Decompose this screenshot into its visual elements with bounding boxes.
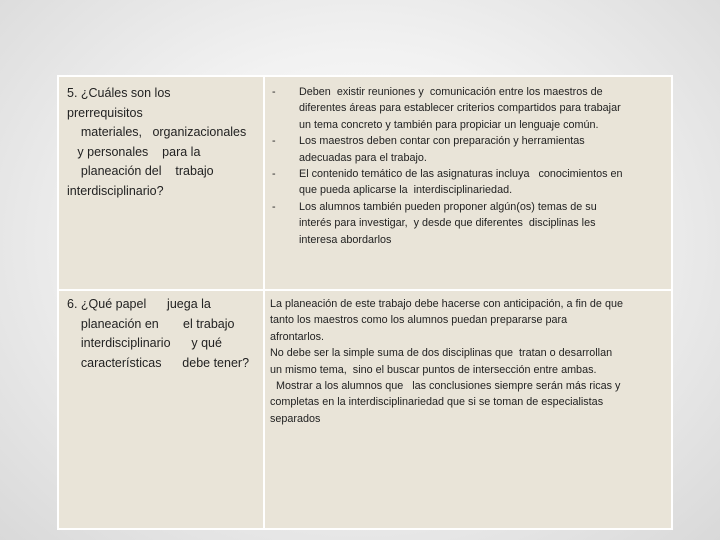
- answer-5-item: [272, 133, 667, 166]
- question-6-line: características debe tener?: [67, 355, 250, 370]
- question-6: [67, 295, 259, 373]
- answer-line: Mostrar a los alumnos que las conclusiones siempre serán más ricas y: [270, 380, 621, 393]
- question-5-line: y personales para la: [67, 144, 201, 159]
- answer-line: completas en la interdisciplinariedad que si se toman de especialistas: [270, 396, 604, 409]
- question-5-line: planeación del trabajo: [67, 164, 214, 178]
- answer-line: Los maestros deben contar con preparación y herramientas: [299, 135, 585, 148]
- column-divider: [263, 77, 265, 528]
- answer-line: Los alumnos también pueden proponer algún(os) temas de su: [299, 200, 597, 213]
- answer-line: separados: [270, 412, 321, 425]
- answer-line: diferentes áreas para establecer criterios compartidos para trabajar: [299, 102, 621, 115]
- question-5-line: materiales, organizacionales: [67, 125, 247, 139]
- answer-5-item: [272, 166, 667, 199]
- answer-line: interés para investigar, y desde que diferentes disciplinas les: [299, 217, 596, 230]
- qa-table: [57, 75, 673, 530]
- answer-line: No debe ser la simple suma de dos disciplinas que tratan o desarrollan: [270, 347, 613, 360]
- question-6-line: planeación en el trabajo: [67, 316, 235, 331]
- answer-line: Deben existir reuniones y comunicación entre los maestros de: [299, 86, 603, 98]
- answer-line: un mismo tema, sino el buscar puntos de intersección entre ambas.: [270, 363, 597, 376]
- answer-5-list: [272, 84, 667, 248]
- answer-5-item: [272, 199, 667, 248]
- answer-line: interesa abordarlos: [299, 233, 392, 246]
- question-6-line: interdisciplinario y qué: [67, 336, 222, 350]
- answer-line: El contenido temático de las asignaturas incluya conocimientos en: [299, 168, 623, 181]
- answer-line: tanto los maestros como los alumnos puedan prepararse para: [270, 314, 568, 327]
- list-dash: -: [272, 200, 276, 213]
- question-5: [67, 84, 259, 201]
- answer-line: un tema concreto y también para propiciar un lenguaje común.: [299, 118, 599, 131]
- answer-line: adecuadas para el trabajo.: [299, 151, 427, 164]
- answer-5-item: [272, 84, 667, 133]
- question-6-line: 6. ¿Qué papel juega la: [67, 297, 211, 311]
- row-divider: [59, 289, 671, 291]
- question-5-line: 5. ¿Cuáles son los: [67, 86, 171, 100]
- answer-6: [270, 296, 668, 427]
- question-5-line: prerrequisitos: [67, 105, 143, 120]
- list-dash: -: [272, 135, 276, 148]
- list-dash: -: [272, 86, 276, 98]
- answer-line: La planeación de este trabajo debe hacerse con anticipación, a fin de que: [270, 298, 623, 310]
- answer-line: que pueda aplicarse la interdisciplinariedad.: [299, 184, 513, 197]
- list-dash: -: [272, 168, 276, 181]
- question-5-line: interdisciplinario?: [67, 183, 164, 198]
- answer-line: afrontarlos.: [270, 330, 325, 343]
